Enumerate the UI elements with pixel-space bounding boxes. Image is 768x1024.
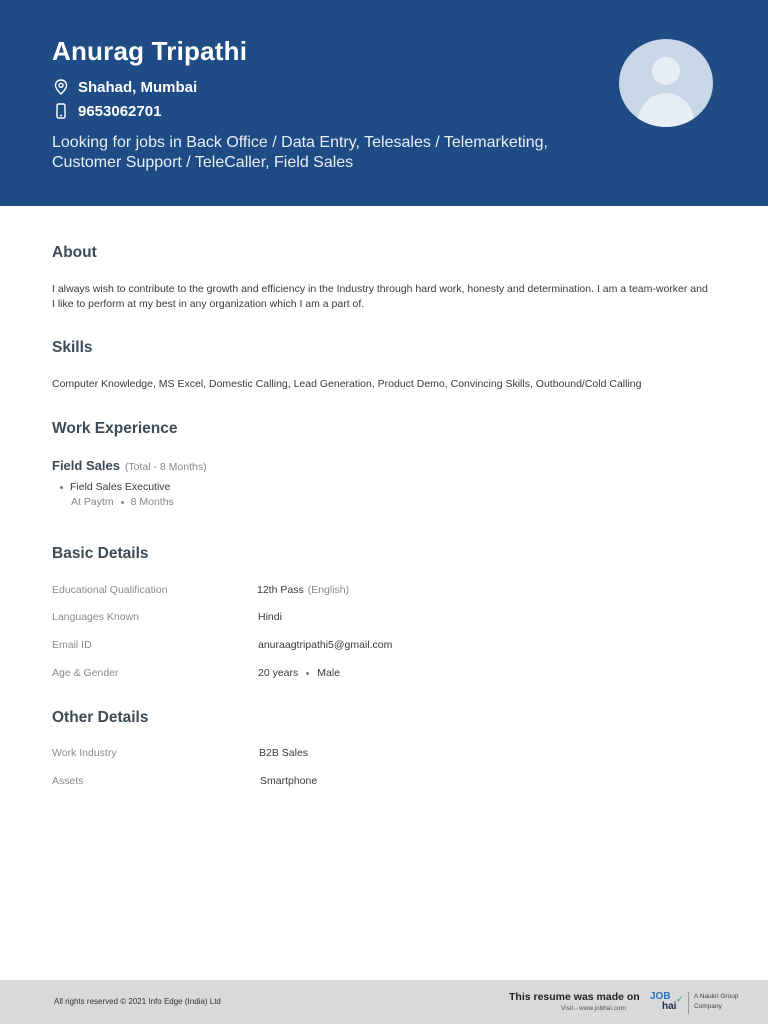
phone-text: 9653062701 — [78, 102, 162, 120]
work-experience-heading: Work Experience — [52, 420, 178, 437]
job-role-group — [52, 458, 207, 473]
basic-details-heading: Basic Details — [52, 545, 149, 562]
page-footer — [0, 980, 768, 1024]
about-text: I always wish to contribute to the growth and efficiency in the Industry through hard work, honesty and determination. I am a team-worker and I like to perform at my best in any organization which I am a part of. — [52, 283, 708, 310]
age-value: 20 years — [258, 667, 299, 679]
job-total-duration: (Total - 8 Months) — [124, 461, 207, 473]
visit-link[interactable]: Visit - www.jobhai.com — [561, 1005, 626, 1012]
work-industry-value: B2B Sales — [259, 747, 309, 759]
job-role-group-label: Field Sales — [52, 458, 120, 473]
user-avatar-icon — [619, 39, 713, 127]
education-level: 12th Pass — [257, 584, 304, 596]
location-text: Shahad, Mumbai — [78, 78, 198, 96]
checkmark-icon: ✓ — [676, 994, 684, 1004]
bullet-dot — [60, 486, 63, 489]
job-duration: 8 Months — [130, 496, 174, 508]
job-meta — [71, 496, 174, 508]
mobile-phone-icon — [52, 102, 70, 120]
skills-text: Computer Knowledge, MS Excel, Domestic Calling, Lead Generation, Product Demo, Convincing Skills, Outbound/Cold Calling — [52, 378, 642, 390]
email-label: Email ID — [52, 639, 92, 651]
phone-row — [52, 102, 161, 120]
education-label: Educational Qualification — [52, 584, 168, 596]
job-item — [60, 481, 170, 493]
languages-value: Hindi — [258, 611, 282, 623]
age-gender-label: Age & Gender — [52, 667, 119, 679]
languages-label: Languages Known — [52, 611, 139, 623]
gender-value: Male — [317, 667, 341, 679]
location-pin-icon — [52, 78, 70, 96]
education-medium: (English) — [307, 584, 350, 596]
work-industry-label: Work Industry — [52, 747, 117, 759]
separator-dot — [306, 672, 309, 675]
made-on-text: This resume was made on — [509, 991, 640, 1003]
assets-value: Smartphone — [260, 775, 318, 787]
other-details-heading: Other Details — [52, 709, 149, 726]
naukri-tagline: A Naukri Group Company — [694, 993, 739, 1010]
age-gender-value — [258, 667, 340, 679]
logo-top-text: JOB — [650, 991, 671, 1002]
looking-for-text: Looking for jobs in Back Office / Data Entry, Telesales / Telemarketing, Customer Support / TeleCaller, Field Sales — [52, 134, 548, 171]
logo-bottom-text: hai — [662, 1001, 677, 1012]
assets-label: Assets — [52, 775, 84, 787]
education-value — [257, 584, 349, 596]
profile-header — [0, 0, 768, 206]
footer-divider — [688, 992, 689, 1014]
skills-heading: Skills — [52, 339, 93, 356]
candidate-name: Anurag Tripathi — [52, 36, 248, 66]
job-company: At Paytm — [71, 496, 114, 508]
about-heading: About — [52, 244, 97, 261]
location-row — [52, 78, 197, 96]
jobhai-logo — [650, 991, 686, 1013]
job-role: Field Sales Executive — [70, 481, 171, 493]
copyright-text: All rights reserved © 2021 Info Edge (India) Ltd — [54, 997, 221, 1006]
email-value: anuraagtripathi5@gmail.com — [258, 639, 393, 651]
separator-dot — [121, 501, 124, 504]
